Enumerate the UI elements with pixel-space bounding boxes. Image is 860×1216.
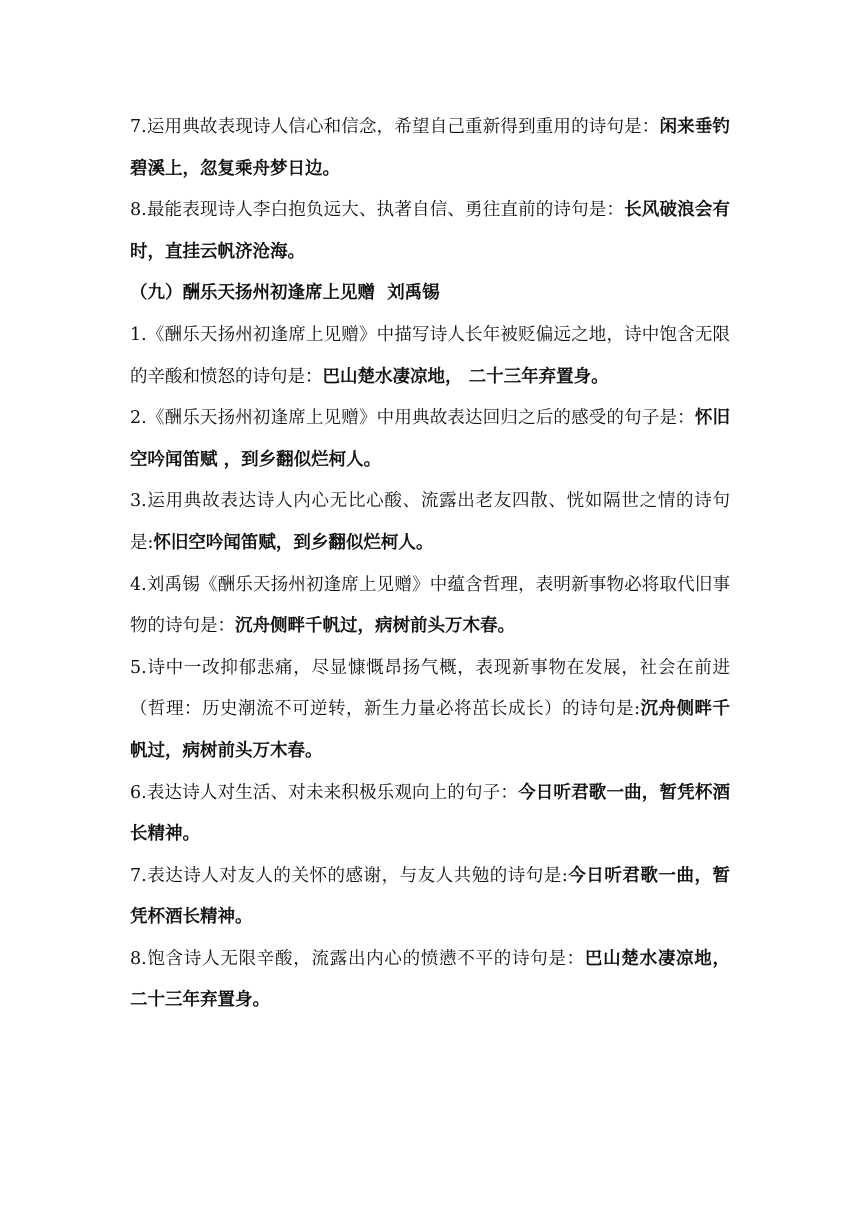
- item-answer: 沉舟侧畔千帆过，病树前头万木春。: [235, 616, 515, 637]
- item-number: 7.: [130, 865, 147, 886]
- item-question: 《酬乐天扬州初逢席上见赠》中用典故表达回归之后的感受的句子是：: [146, 408, 695, 429]
- item-number: 4.: [130, 574, 147, 595]
- list-item: [130, 939, 730, 1022]
- item-answer: 怀旧空吟闻笛赋，到乡翻似烂柯人。: [153, 532, 434, 553]
- item-question: 《酬乐天扬州初逢席上见赠》中描写诗人长年被贬偏远之地，诗中饱含无限的辛酸和愤怒的诗句是：: [130, 324, 730, 387]
- item-answer: 闲来垂钓碧溪上，忽复乘舟梦日边。: [130, 117, 731, 179]
- item-number: 7.: [130, 117, 147, 137]
- list-item: [130, 190, 730, 273]
- item-question: 诗中一改抑郁悲痛，尽显慷慨昂扬气概，表现新事物在发展，社会在前进（哲理：历史潮流不可逆转，新生力量必将茁长成长）的诗句是:: [130, 657, 730, 720]
- item-number: 8.: [130, 948, 147, 969]
- list-item: [130, 398, 730, 481]
- list-item: [130, 481, 730, 564]
- list-item: [130, 773, 730, 856]
- list-item: [130, 565, 730, 648]
- item-question: 运用典故表达诗人内心无比心酸、流露出老友四散、恍如隔世之情的诗句是:: [130, 491, 730, 553]
- document-page: [130, 107, 730, 1022]
- section-heading: [130, 273, 730, 315]
- item-question: 最能表现诗人李白抱负远大、执著自信、勇往直前的诗句是：: [146, 200, 625, 221]
- item-answer: 怀旧空吟闻笛赋 ，到乡翻似烂柯人。: [130, 408, 731, 470]
- item-number: 3.: [130, 491, 147, 512]
- item-number: 6.: [130, 782, 147, 803]
- section-author: 刘禹锡: [387, 283, 440, 304]
- item-answer: 巴山楚水凄凉地， 二十三年弃置身。: [322, 366, 609, 387]
- item-question: 表达诗人对生活、对未来积极乐观向上的句子：: [146, 782, 519, 803]
- item-answer: 今日听君歌一曲，暂凭杯酒长精神。: [130, 865, 730, 928]
- item-question: 运用典故表现诗人信心和信念，希望自己重新得到重用的诗句是：: [146, 117, 660, 137]
- item-number: 1.: [130, 324, 147, 345]
- item-number: 2.: [130, 408, 147, 429]
- item-answer: 今日听君歌一曲，暂凭杯酒长精神。: [130, 782, 731, 845]
- item-question: 饱含诗人无限辛酸，流露出内心的愤懑不平的诗句是：: [146, 948, 585, 969]
- item-number: 8.: [130, 200, 147, 221]
- list-item: [130, 856, 730, 939]
- item-answer: 沉舟侧畔千帆过，病树前头万木春。: [130, 699, 730, 761]
- section-title: （九）酬乐天扬州初逢席上见赠: [130, 283, 375, 304]
- item-answer: 长风破浪会有时，直挂云帆济沧海。: [130, 200, 731, 262]
- item-answer: 巴山楚水凄凉地， 二十三年弃置身。: [130, 948, 731, 1011]
- item-question: 刘禹锡《酬乐天扬州初逢席上见赠》中蕴含哲理，表明新事物必将取代旧事物的诗句是：: [130, 574, 730, 637]
- item-question: 表达诗人对友人的关怀的感谢，与友人共勉的诗句是:: [146, 865, 568, 886]
- item-number: 5.: [130, 657, 147, 678]
- list-item: [130, 315, 730, 398]
- list-item: [130, 648, 730, 773]
- list-item: [130, 107, 730, 190]
